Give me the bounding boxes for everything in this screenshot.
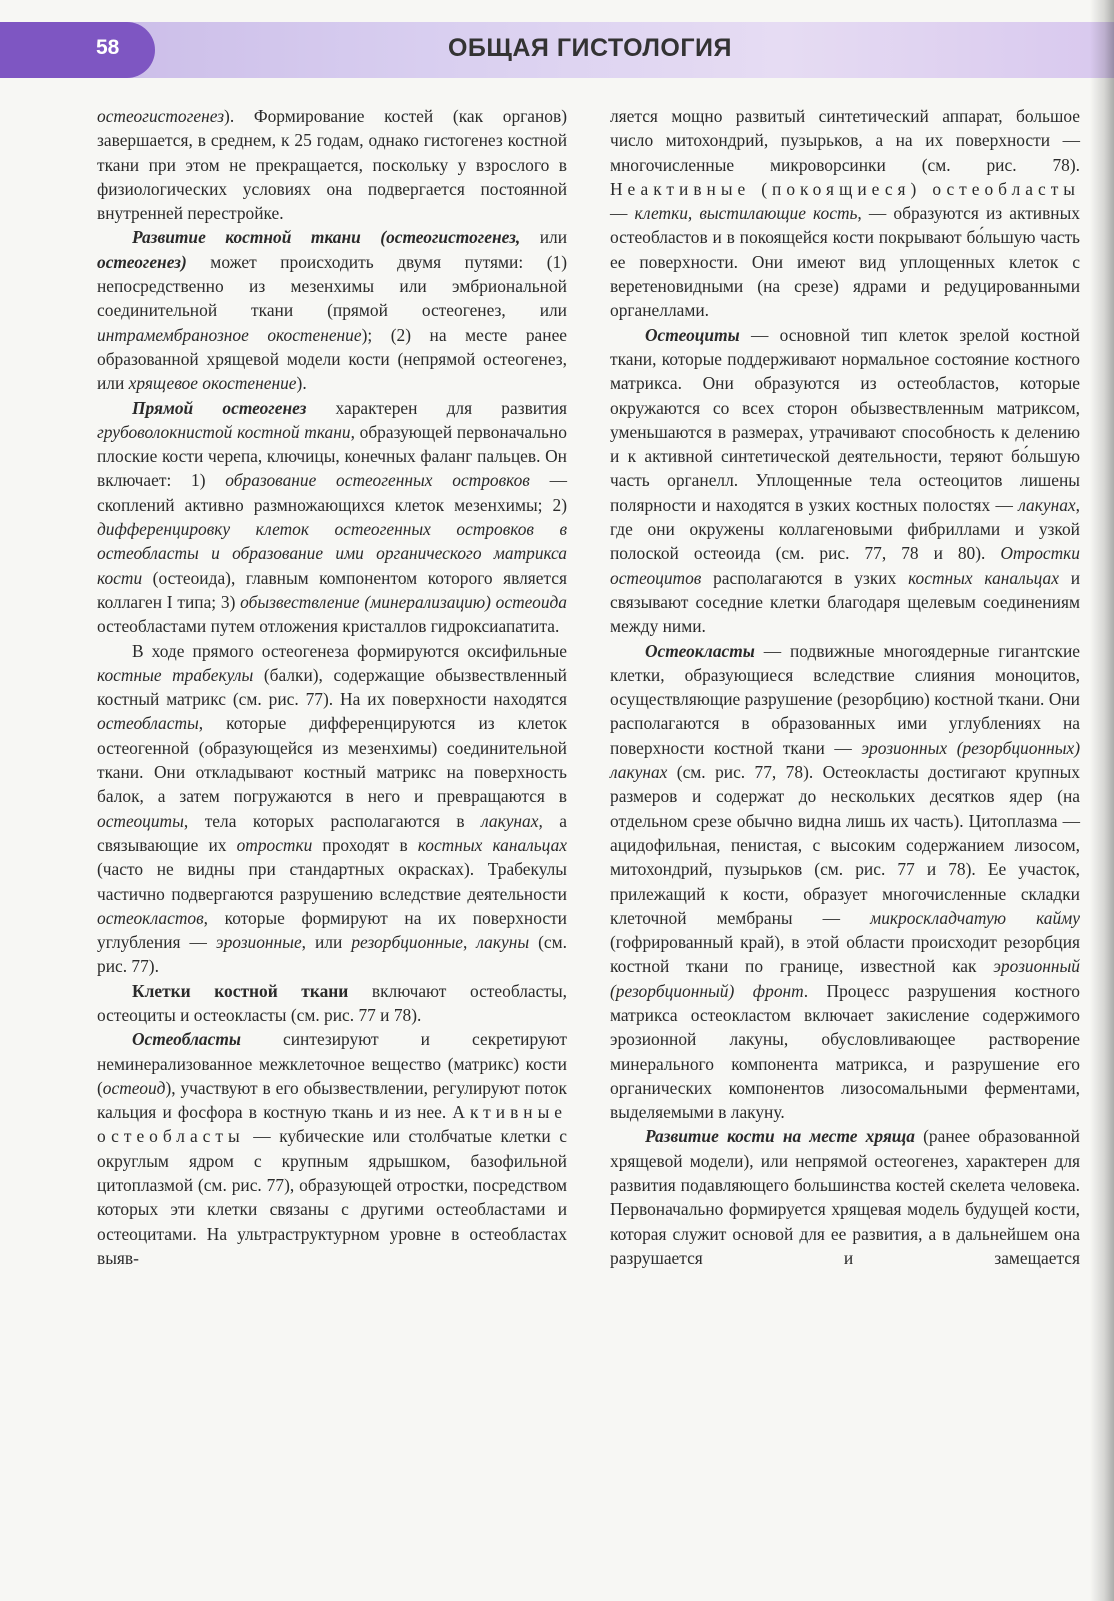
bold-italic-term: Прямой остеогенез xyxy=(132,397,307,418)
text-run: (см. рис. 77, 78). Остеокласты достигают крупных размеров и содержат до нескольких десятков ядер (на отдельном срезе обычно видна лишь их часть). Цитоплазма — ацидофильная, пенистая, с высоким содержанием лизосом, митохондрий, пузырьков (см. рис. 77 и 78). Ее участок, прилежащий к кости, образует многочисленные складки клеточной мембраны — xyxy=(610,762,1080,928)
paragraph xyxy=(610,104,1080,323)
spaced-term: Активные остеобласты xyxy=(97,1102,567,1147)
text-run: проходят в xyxy=(312,834,418,855)
text-run: характерен для развития xyxy=(306,397,567,418)
text-run: , где они окружены коллагеновыми фибриллами и узкой полоской остеоида (см. рис. 77, 78 и 80). xyxy=(610,494,1080,564)
paragraph xyxy=(610,1124,1080,1270)
italic-term: клетки, выстилающие кость, xyxy=(634,203,862,224)
paragraph xyxy=(97,225,567,395)
text-run: остеобластами путем отложения кристаллов гидроксиапатита. xyxy=(97,616,560,637)
italic-term: лакунах xyxy=(1018,494,1076,515)
text-run: располагаются в узких xyxy=(701,567,909,588)
text-run: (остеоида), главным компонентом которого является коллаген I типа; 3) xyxy=(97,567,567,612)
italic-term: костных канальцах xyxy=(417,834,567,855)
text-run: — образуются из активных остеобластов и в покоящейся кости покрывают бо́льшую часть ее поверхности. Они имеют вид уплощенных клеток с веретеновидными (на срезе) ядрами и редуцированными органеллами. xyxy=(610,203,1080,321)
text-run: и связывают соседние клетки благодаря щелевым соединениям между ними. xyxy=(610,567,1080,637)
chapter-title: ОБЩАЯ ГИСТОЛОГИЯ xyxy=(447,34,732,62)
text-run: — xyxy=(610,203,635,224)
italic-term: остеобласты xyxy=(97,713,199,734)
text-run: или xyxy=(520,227,567,248)
paragraph xyxy=(610,639,1080,1125)
text-run: а связывающие их xyxy=(97,810,567,855)
paragraph xyxy=(97,639,567,979)
text-run: — скоплений активно размножающихся клеток мезенхимы; 2) xyxy=(97,470,568,515)
text-run: , xyxy=(463,932,477,953)
italic-term: интрамембранозное окостенение xyxy=(97,324,362,345)
text-run: может происходить двумя путями: (1) непосредственно из мезенхимы или эмбриональной соединительной ткани (прямой остеогенез, или xyxy=(97,251,567,321)
text-run: (балки), содержащие обызвествленный костный матрикс (см. рис. 77). На их поверхности находятся xyxy=(97,664,567,710)
italic-term: хрящевое окостенение xyxy=(128,373,297,394)
bold-italic-term: остеогенез) xyxy=(97,251,187,272)
text-run: ), участвуют в его обызвествлении, регулируют поток кальция и фосфора в костную ткань и из нее. xyxy=(97,1077,567,1123)
italic-term: резорбционные xyxy=(351,932,464,953)
italic-term: остеоциты xyxy=(97,810,184,831)
italic-term: образование остеогенных островков xyxy=(225,470,530,491)
italic-term: Отростки остеоцитов xyxy=(610,543,1080,588)
text-run: (см. рис. 77). xyxy=(97,932,567,977)
text-run: включают остеобласты, остеоциты и остеокласты (см. рис. 77 и 78). xyxy=(97,980,567,1025)
paragraph xyxy=(97,396,567,639)
text-run: , которые дифференцируются из клеток остеогенной (образующейся из мезенхимы) соединительной ткани. Они откладывают костный матрикс на поверхность балок, а затем погружаются в него и превращаются в xyxy=(97,713,567,807)
text-run: ляется мощно развитый синтетический аппарат, большое число митохондрий, пузырьков, а на их поверхности — многочисленные микроворсинки (см. рис. 78). xyxy=(610,106,1080,175)
bold-italic-term: Развитие кости на месте хряща xyxy=(645,1126,915,1147)
italic-term: микроскладчатую кайму xyxy=(870,907,1080,928)
text-run: синтезируют и секретируют неминерализованное межклеточное вещество (матрикс) кости ( xyxy=(97,1029,567,1098)
italic-term: лакунах, xyxy=(481,810,543,831)
italic-term: лакуны xyxy=(476,932,530,953)
text-run: — подвижные многоядерные гигантские клетки, образующиеся вследствие слияния моноцитов, осуществляющие разрушение (резорбцию) костной ткани. Они располагаются в образованных ими углублениях на поверхности костной ткани — xyxy=(610,640,1080,758)
text-run: (часто не видны при стандартных окрасках). Трабекулы частично подвергаются разрушению вследствие деятельности xyxy=(97,859,567,904)
bold-italic-term: Остеоциты xyxy=(645,324,740,345)
italic-term: обызвествление (минерализацию) остеоида xyxy=(240,591,568,612)
italic-term: остеогистогенез xyxy=(97,106,225,126)
text-run: , тела которых располагаются в xyxy=(183,810,482,831)
text-run: ). xyxy=(296,373,307,394)
text-run: . Процесс разрушения костного матрикса остеокластом включает закисление содержимого эрозионной лакуны, обусловливающее растворение минерального компонента матрикса, и разрушение его органических компонентов лизосомальными ферментами, выделяемыми в лакуну. xyxy=(610,980,1080,1123)
text-run: ). Формирование костей (как органов) завершается, в среднем, к 25 годам, однако гистогенез костной ткани при этом не прекращается, поскольку у взрослого в физиологических условиях она подвергается постоянной внутренней перестройке. xyxy=(97,106,567,224)
left-text-column xyxy=(97,104,567,1270)
text-run: — кубические или столбчатые клетки с округлым ядром с крупным ядрышком, базофильной цитоплазмой (см. рис. 77), образующей отростки, посредством которых эти клетки связаны с другими остеобластами и остеоцитами. На ультраструктурном уровне в остеобластах выяв- xyxy=(97,1126,567,1268)
paragraph xyxy=(610,323,1080,639)
italic-term: дифференцировку клеток остеогенных островков в остеобласты и образование ими органического матрикса кости xyxy=(97,519,567,588)
italic-term: остеокластов xyxy=(97,907,204,928)
page-number-tab xyxy=(0,22,155,78)
text-run: , или xyxy=(301,932,352,953)
paragraph xyxy=(97,1027,567,1270)
italic-term: костные трабекулы xyxy=(97,664,254,685)
text-run: В ходе прямого остеогенеза формируются оксифильные xyxy=(132,640,567,661)
italic-term: эрозионных (резорбционных) лакунах xyxy=(610,737,1080,783)
bold-italic-term: Остеокласты xyxy=(645,640,755,661)
text-run: — основной тип клеток зрелой костной ткани, которые поддерживают нормальное состояние костного матрикса. Они образуются из остеобластов, которые окружаются со всех сторон обызвествленным матриксом, уменьшаются в размерах, утрачивают способность к делению и к активной синтетической деятельности, теряют бо́льшую часть органелл. Уплощенные тела остеоцитов лишены полярности и находятся в узких костных полостях — xyxy=(610,324,1080,515)
spaced-term: Неактивные (покоящиеся) остеобласты xyxy=(610,178,1080,199)
text-run: , образующей первоначально плоские кости черепа, ключицы, конечных фаланг пальцев. Он включает: 1) xyxy=(97,421,567,491)
text-run: ); (2) на месте ранее образованной хрящевой модели кости (непрямой остеогенез, или xyxy=(97,324,568,394)
text-run: , которые формируют на их поверхности углубления — xyxy=(97,907,567,953)
bold-italic-term: Остеобласты xyxy=(132,1029,241,1050)
text-run: (ранее образованной хрящевой модели), или непрямой остеогенез, характерен для развития подавляющего большинства костей скелета человека. Первоначально формируется хрящевая модель будущей кости, которая служит основой для ее развития, а в дальнейшем она разрушается и замещается xyxy=(610,1126,1080,1268)
italic-term: остеоид xyxy=(102,1077,166,1098)
italic-term: отростки xyxy=(236,834,313,855)
italic-term: эрозионные xyxy=(215,932,302,953)
paragraph xyxy=(97,979,567,1028)
page-gutter-shadow xyxy=(1090,0,1114,1601)
right-text-column xyxy=(610,104,1080,1270)
bold-term: Клетки костной ткани xyxy=(132,980,349,1001)
bold-italic-term: Развитие костной ткани (остеогистогенез, xyxy=(132,227,521,248)
paragraph xyxy=(97,104,567,225)
italic-term: грубоволокнистой костной ткани xyxy=(97,421,351,442)
text-run: (гофрированный край), в этой области происходит резорбция костной ткани по границе, известной как xyxy=(610,932,1080,977)
page-number: 58 xyxy=(96,36,120,59)
italic-term: эрозионный (резорбционный) фронт xyxy=(610,956,1080,1001)
italic-term: костных канальцах xyxy=(908,567,1059,588)
